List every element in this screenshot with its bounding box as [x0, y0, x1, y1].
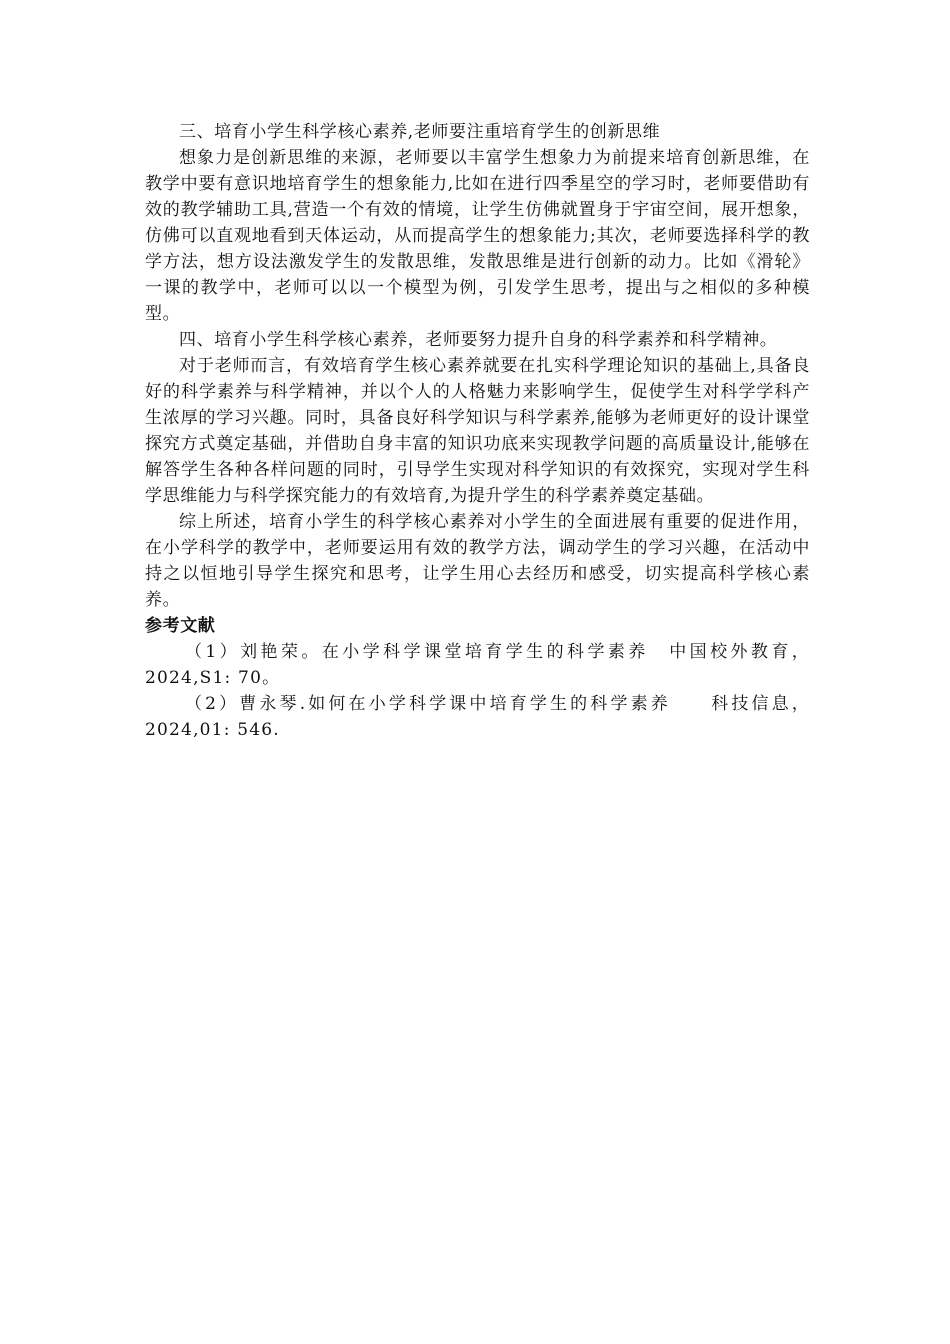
reference-item-1: （1）刘艳荣。在小学科学课堂培育学生的科学素养 中国校外教育，2024,S1: 70。 [145, 642, 810, 688]
conclusion-paragraph: 综上所述，培育小学生的科学核心素养对小学生的全面进展有重要的促进作用，在小学科学的教学中，老师要运用有效的教学方法，调动学生的学习兴趣，在活动中持之以恒地引导学生探究和思考，让学生用心去经历和感受，切实提高科学核心素养。 [145, 512, 810, 610]
section3-paragraph: 想象力是创新思维的来源，老师要以丰富学生想象力为前提来培育创新思维，在教学中要有意识地培育学生的想象能力,比如在进行四季星空的学习时，老师要借助有效的教学辅助工具,营造一个有效的情境，让学生仿佛就置身于宇宙空间，展开想象，仿佛可以直观地看到天体运动，从而提高学生的想象能力;其次，老师要选择科学的教学方法，想方设法激发学生的发散思维，发散思维是进行创新的动力。比如《滑轮》一课的教学中，老师可以以一个模型为例，引发学生思考，提出与之相似的多种模型。 [145, 148, 810, 324]
references-heading: 参考文献 [145, 616, 216, 636]
section4-heading: 四、培育小学生科学核心素养，老师要努力提升自身的科学素养和科学精神。 [179, 330, 778, 350]
reference-item-2: （2）曹永琴.如何在小学科学课中培育学生的科学素养 科技信息，2024,01: 546. [145, 694, 810, 740]
section4-paragraph: 对于老师而言，有效培育学生核心素养就要在扎实科学理论知识的基础上,具备良好的科学素养与科学精神，并以个人的人格魅力来影响学生，促使学生对科学学科产生浓厚的学习兴趣。同时，具备良好科学知识与科学素养,能够为老师更好的设计课堂探究方式奠定基础，并借助自身丰富的知识功底来实现教学问题的高质量设计,能够在解答学生各种各样问题的同时，引导学生实现对科学知识的有效探究，实现对学生科学思维能力与科学探究能力的有效培育,为提升学生的科学素养奠定基础。 [145, 356, 810, 506]
section3-heading: 三、培育小学生科学核心素养,老师要注重培育学生的创新思维 [179, 122, 661, 142]
document-page [145, 119, 810, 743]
